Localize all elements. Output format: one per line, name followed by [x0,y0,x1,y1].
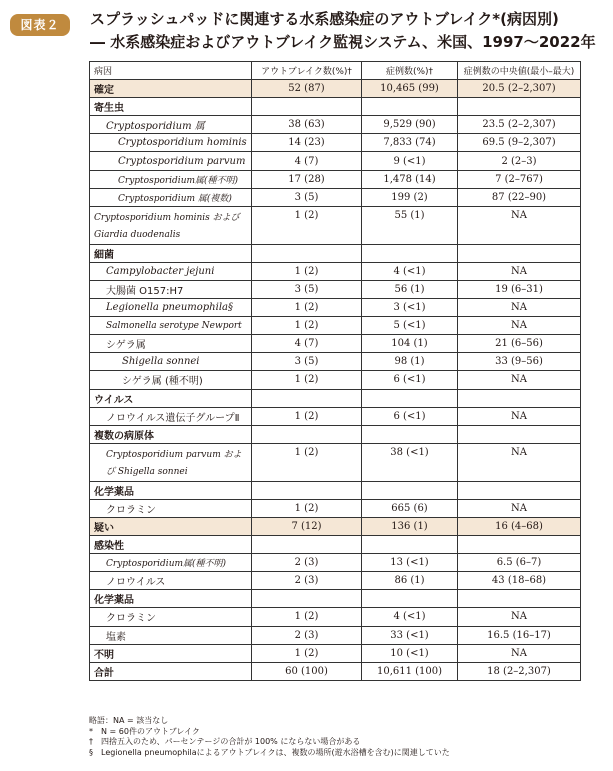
outbreak-count: 7 (12) [252,517,362,535]
table-row [90,353,581,371]
row-label: Shigella sonnei [90,353,252,371]
case-count [362,481,458,499]
outbreak-count: 52 (87) [252,80,362,98]
median-cases: 2 (2–3) [458,152,581,170]
case-count: 4 (<1) [362,608,458,626]
row-label: 大腸菌 O157:H7 [90,280,252,298]
median-cases: 19 (6–31) [458,280,581,298]
outbreak-count [252,244,362,262]
outbreak-count: 1 (2) [252,371,362,389]
outbreak-count: 14 (23) [252,134,362,152]
page-subtitle: ― 水系感染症およびアウトブレイク監視システム、米国、1997～2022年 [90,33,596,51]
outbreak-count: 3 (5) [252,280,362,298]
table-row [90,608,581,626]
row-label: ノロウイルス遺伝子グループⅡ [90,407,252,425]
row-label: Cryptosporidium属(種不明) [90,554,252,572]
outbreak-count: 1 (2) [252,443,362,481]
header-median: 症例数の中央値(最小–最大) [458,62,581,80]
table-row [90,407,581,425]
case-count: 9 (<1) [362,152,458,170]
case-count [362,536,458,554]
case-count: 5 (<1) [362,317,458,335]
header-etiology: 病因 [90,62,252,80]
row-label: Legionella pneumophila§ [90,299,252,317]
outbreak-count [252,536,362,554]
row-label: シゲラ属 (種不明) [90,371,252,389]
outbreak-count [252,98,362,116]
row-label: Campylobacter jejuni [90,262,252,280]
case-count [362,98,458,116]
case-count: 98 (1) [362,353,458,371]
outbreak-count: 1 (2) [252,206,362,244]
median-cases [458,389,581,407]
case-count: 38 (<1) [362,443,458,481]
outbreak-count: 1 (2) [252,262,362,280]
outbreak-count: 38 (63) [252,116,362,134]
table-row [90,244,581,262]
case-count: 104 (1) [362,335,458,353]
table-row [90,335,581,353]
outbreak-table [89,61,581,681]
median-cases: NA [458,499,581,517]
case-count: 136 (1) [362,517,458,535]
median-cases [458,481,581,499]
case-count [362,389,458,407]
case-count: 9,529 (90) [362,116,458,134]
case-count [362,590,458,608]
table-row [90,134,581,152]
case-count: 10,465 (99) [362,80,458,98]
row-label: 不明 [90,644,252,662]
case-count: 1,478 (14) [362,170,458,188]
case-count: 10 (<1) [362,644,458,662]
row-label: Salmonella serotype Newport [90,317,252,335]
table-row [90,572,581,590]
table-row [90,299,581,317]
case-count: 10,611 (100) [362,662,458,680]
outbreak-count [252,425,362,443]
table-row [90,98,581,116]
outbreak-count: 60 (100) [252,662,362,680]
outbreak-count: 4 (7) [252,335,362,353]
table-total-row [90,662,581,680]
median-cases: 21 (6–56) [458,335,581,353]
footnote-section: § Legionella pneumophilaによるアウトブレイクは、複数の場所(遊水浴槽を含む)に関連していた [89,747,450,757]
table-row [90,443,581,481]
median-cases: 43 (18–68) [458,572,581,590]
outbreak-count: 3 (5) [252,353,362,371]
table-row [90,116,581,134]
table-row [90,371,581,389]
median-cases [458,425,581,443]
outbreak-count: 2 (3) [252,554,362,572]
median-cases: 6.5 (6–7) [458,554,581,572]
median-cases: 69.5 (9–2,307) [458,134,581,152]
row-label: シゲラ属 [90,335,252,353]
table-row [90,554,581,572]
median-cases: 18 (2–2,307) [458,662,581,680]
median-cases [458,536,581,554]
table-row [90,389,581,407]
outbreak-count [252,481,362,499]
table-row [90,536,581,554]
row-label: Cryptosporidium 属 [90,116,252,134]
table-row [90,644,581,662]
table-header-row [90,62,581,80]
header-outbreaks: アウトブレイク数(%)† [252,62,362,80]
median-cases [458,244,581,262]
outbreak-count: 1 (2) [252,299,362,317]
median-cases: 33 (9–56) [458,353,581,371]
outbreak-count: 2 (3) [252,626,362,644]
case-count: 33 (<1) [362,626,458,644]
footnote-abbreviation: 略語：NA = 該当なし [89,716,169,725]
median-cases: NA [458,299,581,317]
figure-badge: 図表２ [10,14,70,36]
row-label: Cryptosporidium 属(複数) [90,188,252,206]
outbreak-count: 2 (3) [252,572,362,590]
outbreak-count: 1 (2) [252,499,362,517]
outbreak-count: 1 (2) [252,407,362,425]
outbreak-count: 17 (28) [252,170,362,188]
table-row [90,590,581,608]
median-cases: 16 (4–68) [458,517,581,535]
case-count: 55 (1) [362,206,458,244]
case-count: 6 (<1) [362,371,458,389]
row-label: Cryptosporidium属(種不明) [90,170,252,188]
table-row [90,481,581,499]
outbreak-count: 3 (5) [252,188,362,206]
median-cases: NA [458,608,581,626]
case-count [362,244,458,262]
row-label: ノロウイルス [90,572,252,590]
table-row [90,317,581,335]
outbreak-count [252,389,362,407]
median-cases: 16.5 (16–17) [458,626,581,644]
median-cases [458,98,581,116]
table-row [90,280,581,298]
median-cases: 23.5 (2–2,307) [458,116,581,134]
table-row [90,499,581,517]
case-count: 6 (<1) [362,407,458,425]
row-label: 細菌 [90,244,252,262]
case-count: 3 (<1) [362,299,458,317]
row-label: ウイルス [90,389,252,407]
case-count: 56 (1) [362,280,458,298]
case-count: 199 (2) [362,188,458,206]
page-title: スプラッシュパッドに関連する水系感染症のアウトブレイク*(病因別) [90,10,559,28]
table-row [90,188,581,206]
row-label: 寄生虫 [90,98,252,116]
case-count: 4 (<1) [362,262,458,280]
row-label: クロラミン [90,499,252,517]
case-count: 665 (6) [362,499,458,517]
case-count: 86 (1) [362,572,458,590]
table-row [90,626,581,644]
case-count: 7,833 (74) [362,134,458,152]
median-cases [458,590,581,608]
row-label: 疑い [90,517,252,535]
table-row [90,425,581,443]
footnote-dagger: † 四捨五入のため、パーセンテージの合計が 100% にならない場合がある [89,737,361,746]
outbreak-count: 1 (2) [252,317,362,335]
row-label: Cryptosporidium hominis [90,134,252,152]
outbreak-count: 4 (7) [252,152,362,170]
row-label: Cryptosporidium parvum [90,152,252,170]
outbreak-count [252,590,362,608]
row-label: Cryptosporidium parvum および Shigella sonnei [90,443,252,481]
row-label: 化学薬品 [90,590,252,608]
median-cases: NA [458,644,581,662]
median-cases: NA [458,443,581,481]
row-label: 複数の病原体 [90,425,252,443]
footnotes [89,716,450,758]
row-label: 化学薬品 [90,481,252,499]
outbreak-count: 1 (2) [252,608,362,626]
median-cases: 87 (22–90) [458,188,581,206]
table-row [90,80,581,98]
median-cases: NA [458,206,581,244]
table-row [90,517,581,535]
median-cases: NA [458,407,581,425]
case-count: 13 (<1) [362,554,458,572]
row-label: クロラミン [90,608,252,626]
row-label: 塩素 [90,626,252,644]
table-row [90,262,581,280]
median-cases: 7 (2–767) [458,170,581,188]
median-cases: NA [458,371,581,389]
footnote-asterisk: * N = 60件のアウトブレイク [89,726,200,736]
outbreak-count: 1 (2) [252,644,362,662]
table-row [90,152,581,170]
median-cases: NA [458,317,581,335]
row-label: 合計 [90,662,252,680]
table-row [90,206,581,244]
median-cases: 20.5 (2–2,307) [458,80,581,98]
case-count [362,425,458,443]
row-label: 感染性 [90,536,252,554]
header-cases: 症例数(%)† [362,62,458,80]
median-cases: NA [458,262,581,280]
row-label: Cryptosporidium hominis および Giardia duodenalis [90,206,252,244]
row-label: 確定 [90,80,252,98]
table-row [90,170,581,188]
